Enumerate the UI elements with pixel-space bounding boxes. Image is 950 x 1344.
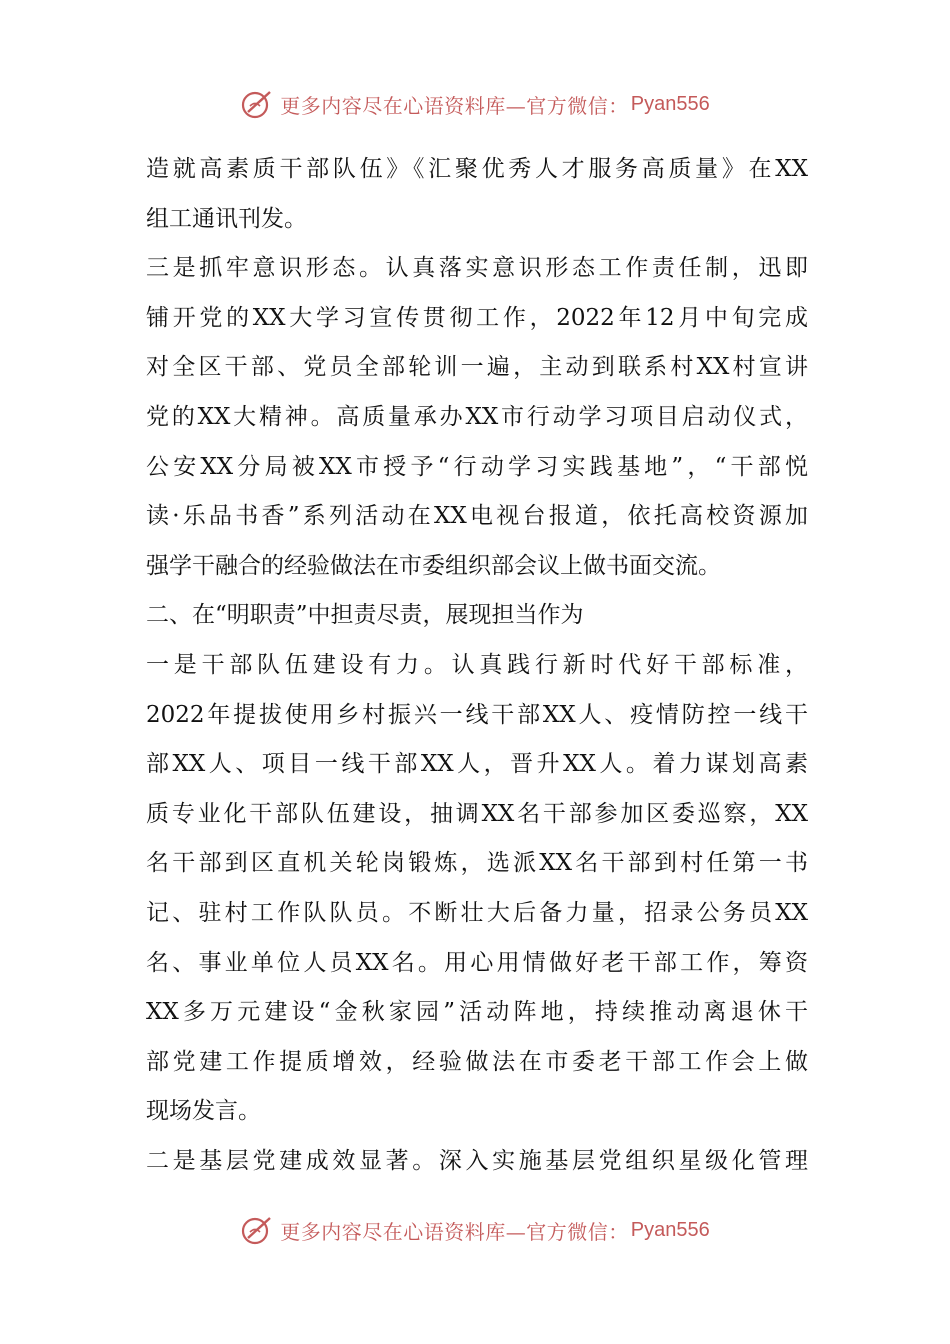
watermark-wechat-id: Pyan556 (630, 1218, 710, 1241)
text-line: 部党建工作提质增效，经验做法在市委老干部工作会上做 (146, 1048, 808, 1075)
text-line: 一是干部队伍建设有力。认真践行新时代好干部标准， (146, 651, 808, 678)
text-line: 现场发言。 (146, 1098, 261, 1125)
document-body (146, 145, 808, 1186)
text-line: 记、驻村工作队队员。不断壮大后备力量，招录公务员XX (146, 899, 808, 926)
text-line: 对全区干部、党员全部轮训一遍，主动到联系村XX村宣讲 (146, 354, 808, 381)
text-line: 二是基层党建成效显著。深入实施基层党组织星级化管理 (146, 1147, 808, 1174)
text-line: 铺开党的XX大学习宣传贯彻工作，2022年12月中旬完成 (146, 304, 808, 331)
text-line: 党的XX大精神。高质量承办XX市行动学习项目启动仪式， (146, 403, 808, 430)
text-line: 组工通讯刊发。 (146, 205, 307, 232)
header-watermark (0, 84, 950, 124)
text-line: 读·乐品书香”系列活动在XX电视台报道，依托高校资源加 (146, 503, 808, 530)
quill-logo-icon (240, 86, 276, 122)
watermark-wechat-id: Pyan556 (630, 92, 710, 115)
text-line: 名、事业单位人员XX名。用心用情做好老干部工作，筹资 (146, 949, 808, 976)
text-line: 公安XX分局被XX市授予“行动学习实践基地”，“干部悦 (146, 453, 808, 480)
text-line: 部XX人、项目一线干部XX人，晋升XX人。着力谋划高素 (146, 751, 808, 778)
text-line: 三是抓牢意识形态。认真落实意识形态工作责任制，迅即 (146, 255, 808, 282)
text-line: XX多万元建设“金秋家园”活动阵地，持续推动离退休干 (146, 999, 808, 1026)
text-line: 名干部到区直机关轮岗锻炼，选派XX名干部到村任第一书 (146, 850, 808, 877)
footer-watermark (0, 1210, 950, 1250)
watermark-text: 更多内容尽在心语资料库—官方微信： (280, 93, 629, 118)
quill-logo-icon (240, 1212, 276, 1248)
text-line: 强学干融合的经验做法在市委组织部会议上做书面交流。 (146, 552, 721, 579)
text-line: 造就高素质干部队伍》《汇聚优秀人才服务高质量》在XX (146, 156, 808, 182)
text-line: 二、在“明职责”中担责尽责，展现担当作为 (146, 602, 584, 629)
text-line: 2022年提拔使用乡村振兴一线干部XX人、疫情防控一线干 (146, 701, 808, 728)
watermark-text: 更多内容尽在心语资料库—官方微信： (280, 1219, 629, 1244)
text-line: 质专业化干部队伍建设，抽调XX名干部参加区委巡察，XX (146, 800, 808, 827)
